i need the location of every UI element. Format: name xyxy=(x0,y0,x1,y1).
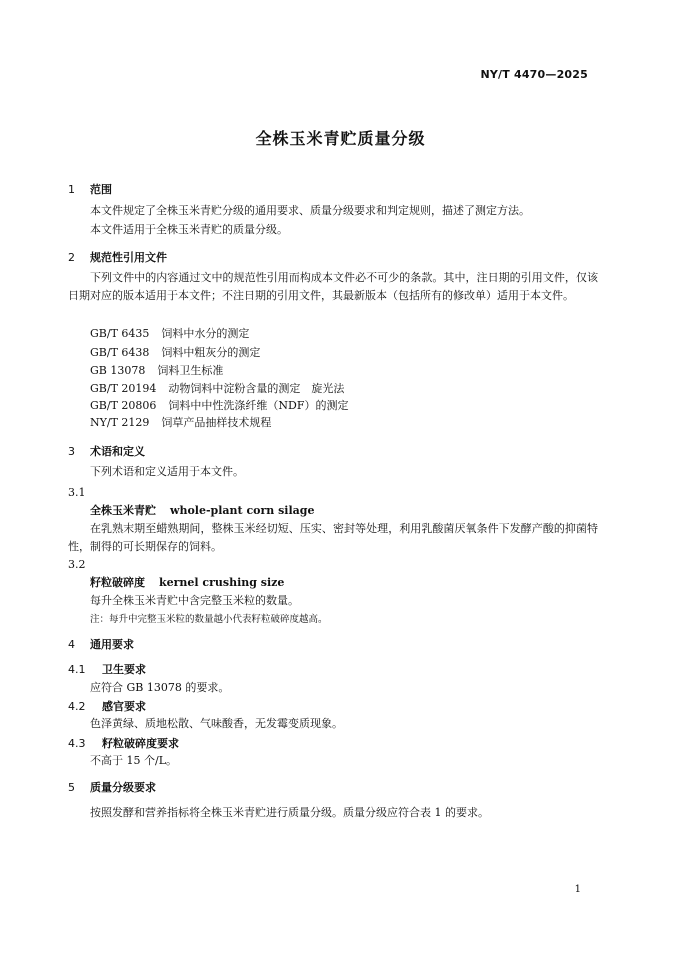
reference-item xyxy=(90,414,271,432)
clause-heading xyxy=(68,735,179,751)
section-title: 范围 xyxy=(90,183,112,196)
standard-code: NY/T 4470—2025 xyxy=(480,68,588,81)
clause-number: 4.1 xyxy=(68,663,86,676)
reference-name: 饲料中水分的测定 xyxy=(161,327,250,340)
section-5-paragraph-1: 按照发酵和营养指标将全株玉米青贮进行质量分级。质量分级应符合表 1 的要求。 xyxy=(90,806,489,819)
clause-text: 不高于 15 个/L。 xyxy=(90,754,178,767)
reference-item xyxy=(90,325,249,343)
section-title: 质量分级要求 xyxy=(90,781,156,794)
clause-text: 色泽黄绿、质地松散、气味酸香，无发霉变质现象。 xyxy=(90,717,343,730)
section-title: 通用要求 xyxy=(90,638,134,651)
clause-number: 4.3 xyxy=(68,737,86,750)
term-chinese: 全株玉米青贮 xyxy=(90,504,156,517)
term-english: whole-plant corn silage xyxy=(170,504,315,517)
term-definition: 每升全株玉米青贮中含完整玉米粒的数量。 xyxy=(90,594,299,607)
reference-code: NY/T 2129 xyxy=(90,416,150,429)
term-english: kernel crushing size xyxy=(159,576,285,589)
term-number: 3.1 xyxy=(68,486,86,499)
clause-heading xyxy=(68,661,146,677)
section-1-paragraph-1: 本文件规定了全株玉米青贮分级的通用要求、质量分级要求和判定规则，描述了测定方法。 xyxy=(90,204,530,217)
term-chinese: 籽粒破碎度 xyxy=(90,576,145,589)
page-number: 1 xyxy=(574,884,581,895)
reference-code: GB/T 20806 xyxy=(90,399,157,412)
section-2-heading xyxy=(68,249,167,265)
term-definition: 在乳熟末期至蜡熟期间，整株玉米经切短、压实、密封等处理，利用乳酸菌厌氧条件下发酵产酸的抑菌特性，制得的可长期保存的饲料。 xyxy=(68,522,598,553)
section-title: 规范性引用文件 xyxy=(90,251,167,264)
reference-name: 动物饲料中淀粉含量的测定 旋光法 xyxy=(168,382,345,395)
section-3-intro: 下列术语和定义适用于本文件。 xyxy=(90,465,244,478)
reference-name: 饲草产品抽样技术规程 xyxy=(161,416,272,429)
section-number: 3 xyxy=(68,445,75,458)
section-number: 4 xyxy=(68,638,75,651)
reference-name: 饲料中粗灰分的测定 xyxy=(161,346,261,359)
section-4-heading xyxy=(68,636,134,652)
reference-item xyxy=(90,344,260,362)
section-2-intro: 下列文件中的内容通过文中的规范性引用而构成本文件必不可少的条款。其中，注日期的引用文件，仅该日期对应的版本适用于本文件；不注日期的引用文件，其最新版本（包括所有的修改单）适用于本文件。 xyxy=(68,271,598,302)
clause-number: 4.2 xyxy=(68,700,86,713)
section-number: 1 xyxy=(68,183,75,196)
reference-item xyxy=(90,397,348,415)
reference-item xyxy=(90,362,223,380)
term-note: 注：每升中完整玉米粒的数量越小代表籽粒破碎度越高。 xyxy=(90,614,328,625)
reference-item xyxy=(90,380,344,398)
clause-title: 感官要求 xyxy=(102,700,146,713)
reference-name: 饲料卫生标准 xyxy=(157,364,224,377)
reference-code: GB 13078 xyxy=(90,364,146,377)
clause-title: 籽粒破碎度要求 xyxy=(102,737,179,750)
clause-text: 应符合 GB 13078 的要求。 xyxy=(90,681,230,694)
section-5-heading xyxy=(68,779,156,795)
section-title: 术语和定义 xyxy=(90,445,145,458)
section-number: 2 xyxy=(68,251,75,264)
reference-name: 饲料中中性洗涤纤维（NDF）的测定 xyxy=(168,399,349,412)
reference-code: GB/T 6435 xyxy=(90,327,150,340)
term-heading xyxy=(90,502,314,518)
section-1-paragraph-2: 本文件适用于全株玉米青贮的质量分级。 xyxy=(90,223,288,236)
clause-title: 卫生要求 xyxy=(102,663,146,676)
reference-code: GB/T 20194 xyxy=(90,382,157,395)
section-1-heading xyxy=(68,181,112,197)
reference-code: GB/T 6438 xyxy=(90,346,150,359)
section-number: 5 xyxy=(68,781,75,794)
section-3-heading xyxy=(68,443,145,459)
term-heading xyxy=(90,574,284,590)
document-title: 全株玉米青贮质量分级 xyxy=(255,129,426,148)
clause-heading xyxy=(68,698,146,714)
term-number: 3.2 xyxy=(68,558,86,571)
